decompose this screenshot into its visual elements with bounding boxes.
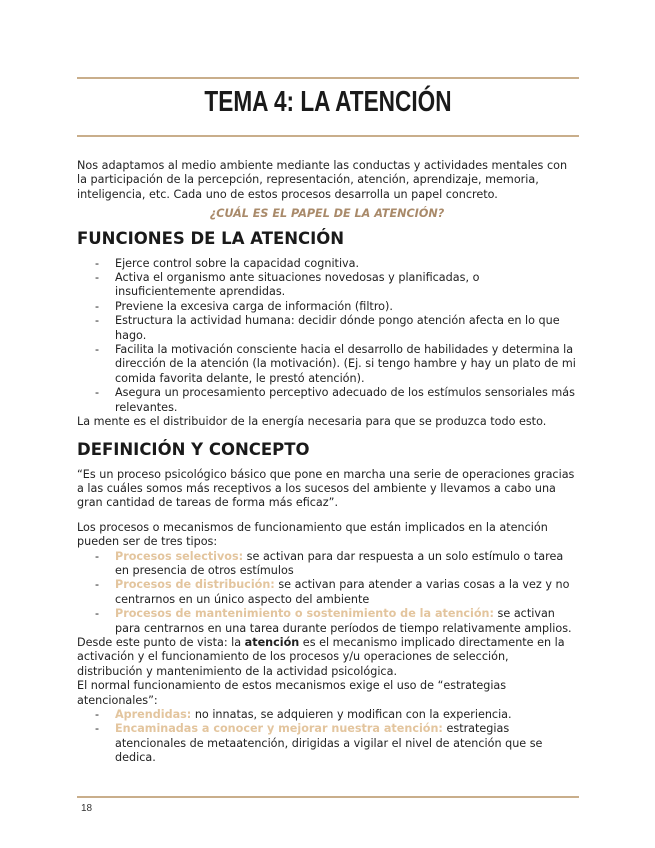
list-item: - Previene la excesiva carga de información (filtro). bbox=[95, 299, 393, 313]
list-item: - Activa el organismo ante situaciones novedosas y planificadas, o insuficientemente aprendidas. bbox=[95, 271, 480, 299]
funciones-closing: La mente es el distribuidor de la energía necesaria para que se produzca todo esto. bbox=[77, 415, 547, 429]
viewpoint-paragraph: Desde este punto de vista: la atención es el mecanismo implicado directamente en la activación y el funcionamiento de los procesos y/u operaciones de selección, distribución y mantenimiento de la actividad psicológica. bbox=[77, 635, 565, 678]
process-label: Procesos selectivos: bbox=[115, 549, 244, 563]
heading-funciones: FUNCIONES DE LA ATENCIÓN bbox=[77, 228, 345, 248]
page-title: TEMA 4: LA ATENCIÓN bbox=[204, 86, 452, 118]
strategy-label: Aprendidas: bbox=[115, 708, 192, 721]
heading-definicion: DEFINICIÓN Y CONCEPTO bbox=[77, 439, 310, 459]
list-item: - Aprendidas: no innatas, se adquieren y modifican con la experiencia. bbox=[95, 708, 512, 721]
list-item: - Ejerce control sobre la capacidad cognitiva. bbox=[95, 256, 360, 270]
footer-rule bbox=[77, 796, 579, 798]
title-underline-rule bbox=[77, 135, 579, 137]
top-rule bbox=[77, 77, 579, 79]
procesos-intro: Los procesos o mecanismos de funcionamiento que están implicados en la atención pueden ser de tres tipos: bbox=[77, 520, 548, 549]
list-item: - Facilita la motivación consciente hacia el desarrollo de habilidades y determina la dirección de la atención (la motivación). (Ej. si tengo hambre y hay un plato de mi comida favorita delante, le prestó atención). bbox=[95, 343, 576, 385]
document-body bbox=[77, 159, 577, 766]
procesos-list bbox=[77, 550, 577, 636]
list-item: - Encaminadas a conocer y mejorar nuestra atención: estrategias atencionales de metaatención, dirigidas a vigilar el nivel de atención que se dedica. bbox=[95, 722, 543, 765]
page-number: 18 bbox=[81, 803, 93, 814]
estrategias-intro: El normal funcionamiento de estos mecanismos exige el uso de “estrategias atencionales”: bbox=[77, 679, 507, 707]
strategy-label: Encaminadas a conocer y mejorar nuestra atención: bbox=[115, 722, 443, 736]
list-item: - Procesos de mantenimiento o sostenimiento de la atención: se activan para centrarnos en una tarea durante períodos de tiempo relativamente amplios. bbox=[95, 607, 572, 635]
process-label: Procesos de distribución: bbox=[115, 578, 275, 592]
estrategias-list bbox=[77, 708, 577, 766]
list-item: - Procesos selectivos: se activan para dar respuesta a un solo estímulo o tarea en presencia de otros estímulos bbox=[95, 549, 564, 577]
list-item: - Asegura un procesamiento perceptivo adecuado de los estímulos sensoriales más relevantes. bbox=[95, 386, 575, 414]
intro-paragraph: Nos adaptamos al medio ambiente mediante las conductas y actividades mentales con la participación de la percepción, representación, atención, aprendizaje, memoria, inteligencia, etc. Cada uno de estos procesos desarrolla un papel concreto. bbox=[77, 159, 568, 201]
process-label: Procesos de mantenimiento o sostenimiento de la atención: bbox=[115, 607, 494, 621]
section-question: ¿CUÁL ES EL PAPEL DE LA ATENCIÓN? bbox=[209, 207, 445, 221]
list-item: - Estructura la actividad humana: decidir dónde pongo atención afecta en lo que hago. bbox=[95, 314, 560, 342]
funciones-list bbox=[77, 257, 577, 415]
list-item: - Procesos de distribución: se activan para atender a varias cosas a la vez y no centrarnos en un único aspecto del ambiente bbox=[95, 578, 570, 606]
definition-quote: “Es un proceso psicológico básico que pone en marcha una serie de operaciones gracias a las cuáles somos más receptivos a los sucesos del ambiente y llevamos a cabo una gran cantidad de tareas de forma más eficaz”. bbox=[77, 467, 575, 510]
